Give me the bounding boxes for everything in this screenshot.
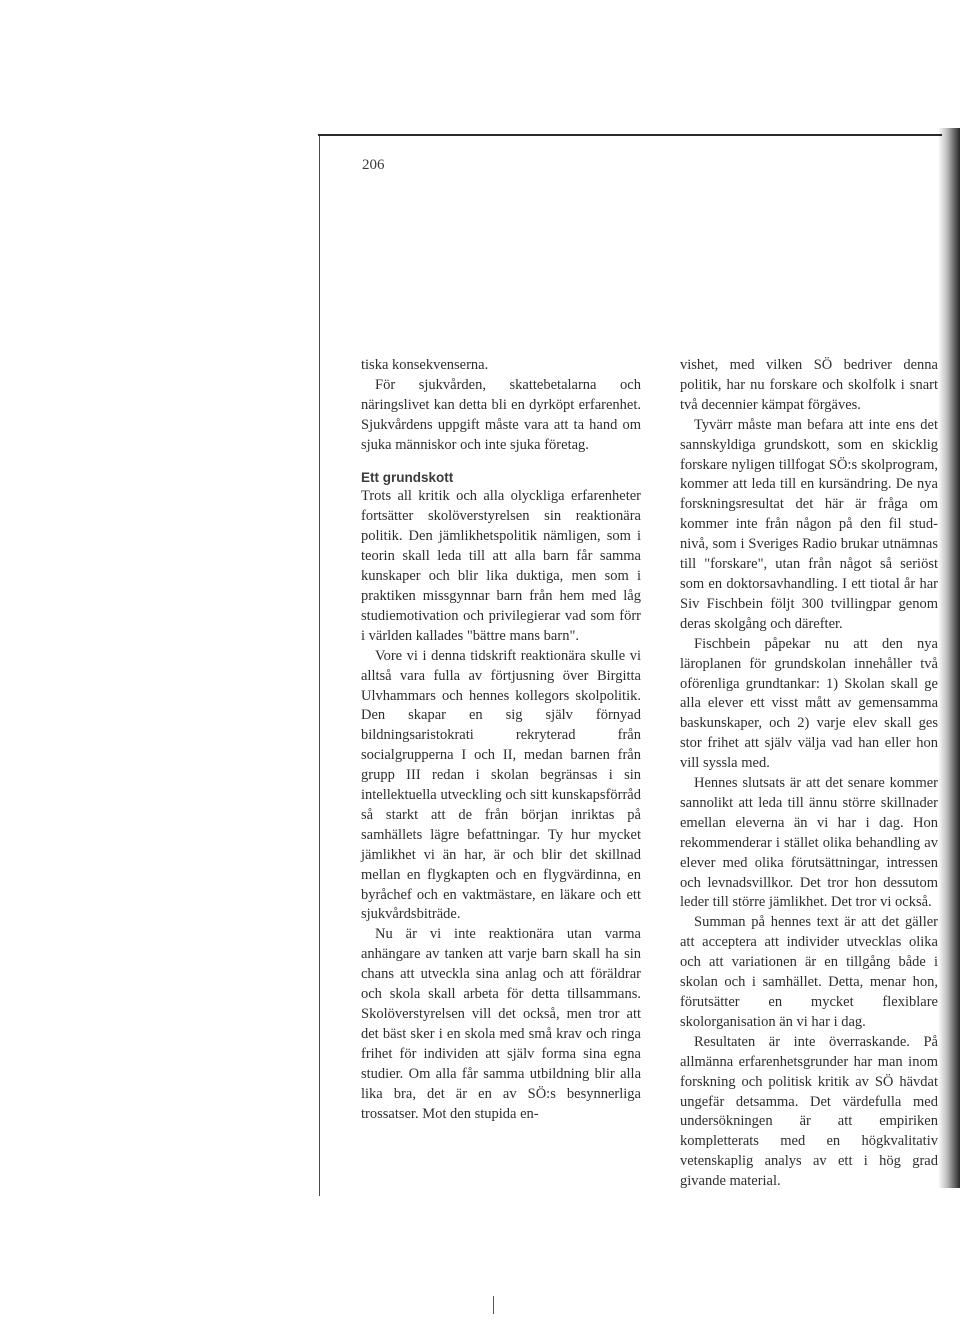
paragraph: Hennes slutsats är att det senare kommer sannolikt att leda till ännu större skillnader emellan eleverna än vi har i dag. Hon rekommenderar i stället olika behandling av elever med olika förutsättningar, intressen och levnadsvillkor. Det tror hon dessutom leder till större jämlikhet. Det tror vi också. [680, 775, 938, 911]
left-column [361, 356, 641, 1124]
paragraph: Tyvärr måste man befara att inte ens det sannskyldiga grundskott, som en skicklig forskare nyligen tillfogat SÖ:s skolprogram, kommer att leda till en kursändring. De nya forskningsresultat det här är fråga om kommer inte från någon på den fil stud-nivå, som i Sveriges Radio brukar utnämnas till "forskare", utan från något så seriöst som en doktorsavhandling. I ett tiotal år har Siv Fischbein följt 300 tvillingpar genom deras skolgång och därefter. [680, 416, 938, 632]
right-column [680, 356, 938, 1192]
paragraph: Vore vi i denna tidskrift reaktionära skulle vi alltså vara fulla av förtjusning över Birgitta Ulvhammars och hennes kollegors skolpolitik. Den skapar en sig själv förnyad bildningsaristokrati rekryterad från socialgrupperna I och II, medan barnen från grupp III redan i skolan begränsas i sin intellektuella utveckling och sitt kunskapsförråd så starkt att de från början inriktas på samhällets lägre befattningar. Ty hur mycket jämlikhet vi än har, är och blir det skillnad mellan en flygkapten och en flygvärdinna, en byråchef och en vaktmästare, en läkare och ett sjukvårdsbiträde. [361, 647, 641, 923]
paragraph: vishet, med vilken SÖ bedriver denna politik, har nu forskare och skolfolk i snart två decennier kämpat förgäves. [680, 357, 938, 413]
page-edge-line [319, 136, 320, 1196]
paragraph: Nu är vi inte reaktionära utan varma anhängare av tanken att varje barn skall ha sin chans att utveckla sina anlag och att föräldrar och skola skall arbeta för detta tillsammans. Skolöverstyrelsen vill det också, men tror att det bäst sker i en skola med små krav och ringa frihet för individen att själv forma sina egna studier. Om alla får samma utbildning blir alla lika bra, det är en av SÖ:s besynnerliga trossatser. Mot den stupida en- [361, 926, 641, 1122]
paragraph: tiska konsekvenserna. [361, 357, 489, 373]
section-heading: Ett grundskott [361, 469, 454, 485]
paragraph: Fischbein påpekar nu att den nya läroplanen för grundskolan innehåller två oförenliga grundtankar: 1) Skolan skall ge alla elever ett visst mått av gemensamma baskunskaper, och 2) varje elev skall ges stor frihet att själv välja vad han eller hon vill syssla med. [680, 635, 938, 772]
paragraph: Resultaten är inte överraskande. På allmänna erfarenhetsgrunder har man inom forskning och politisk kritik av SÖ hävdat ungefär detsamma. Det värdefulla med undersökningen är att empiriken kompletterats med en högkvalitativ vetenskaplig analys av ett i hög grad givande material. [680, 1033, 938, 1190]
top-rule [318, 134, 942, 136]
page-number: 206 [362, 157, 385, 173]
binding-shadow [938, 128, 960, 1188]
paragraph: För sjukvården, skattebetalarna och näringslivet kan detta bli en dyrköpt erfarenhet. Sjukvårdens uppgift måste vara att ta hand om sjuka människor och inte sjuka företag. [361, 376, 641, 453]
paragraph: Trots all kritik och alla olyckliga erfarenheter fortsätter skolöverstyrelsen sin reaktionära politik. Den jämlikhetspolitik nämligen, som i teorin skall leda till att alla barn får samma kunskaper och blir lika duktiga, men som i praktiken missgynnar barn från hem med låg studiemotivation och privilegierar vad som förr i världen kallades "bättre mans barn". [361, 488, 641, 644]
paragraph: Summan på hennes text är att det gäller att acceptera att individer utvecklas olika och att variationen är en tillgång både i skolan och i samhället. Detta, menar hon, förutsätter en mycket flexiblare skolorganisation än vi har i dag. [680, 914, 938, 1030]
scan-mark [493, 1296, 494, 1314]
